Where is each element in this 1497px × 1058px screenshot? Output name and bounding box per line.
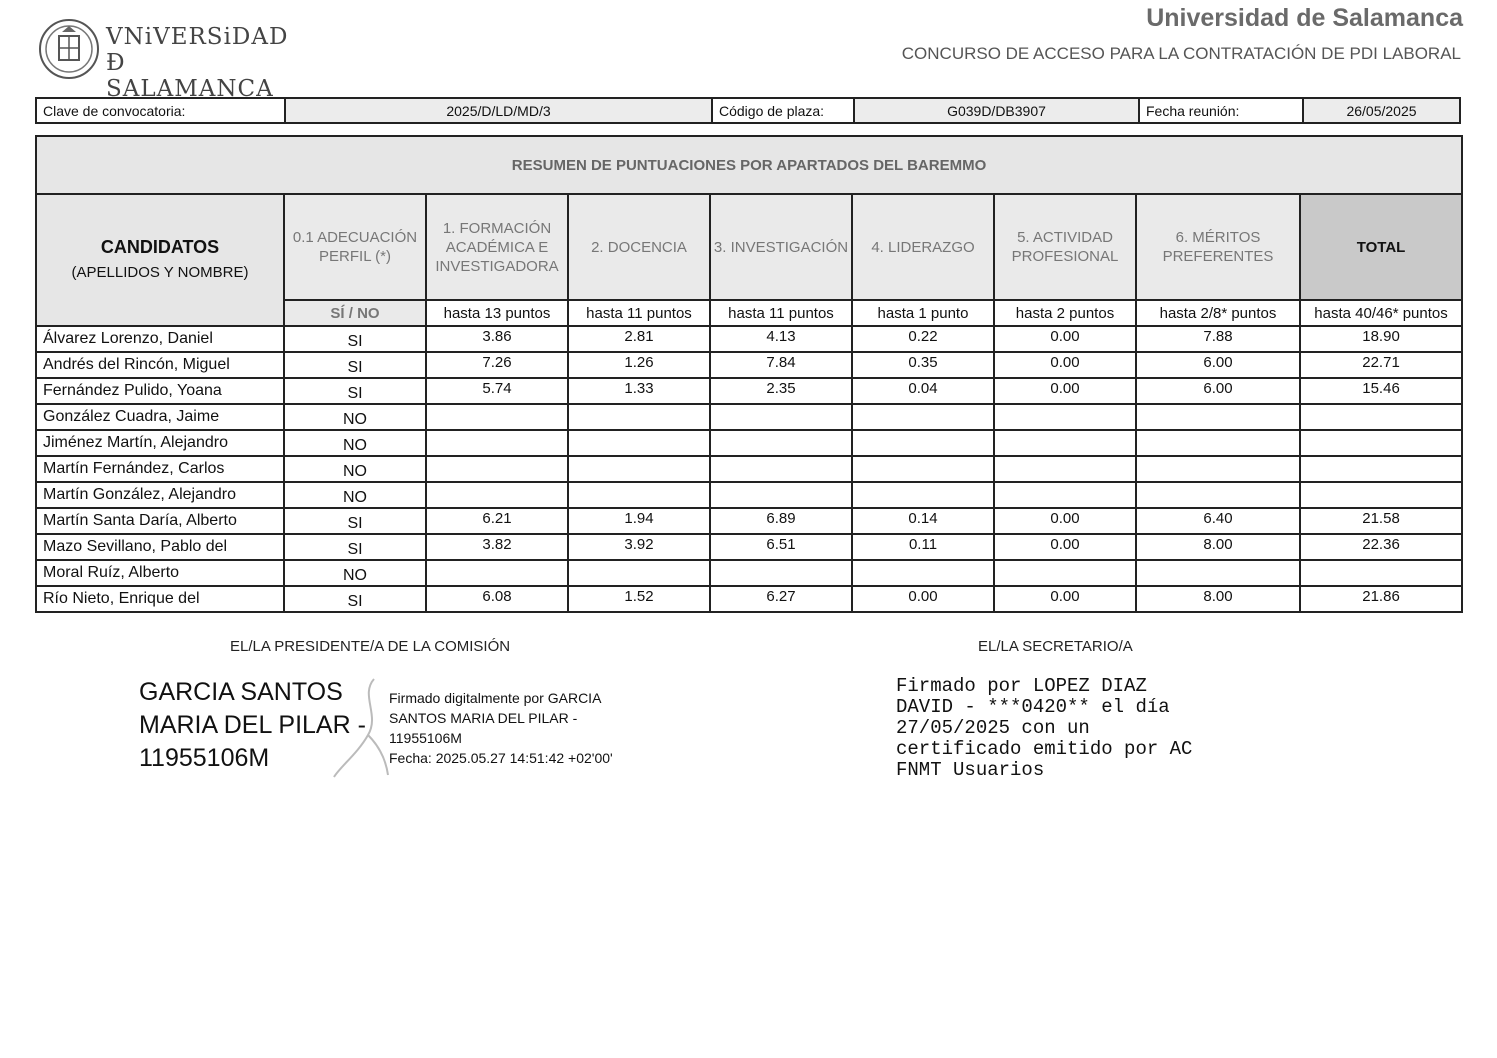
candidates-header-subtitle: (APELLIDOS Y NOMBRE) bbox=[71, 264, 249, 281]
eligibility-cell: NO bbox=[284, 430, 426, 456]
detail-line-2: SANTOS MARIA DEL PILAR - bbox=[389, 710, 578, 726]
score-cell: 6.51 bbox=[710, 534, 852, 560]
codigo-label: Código de plaza: bbox=[712, 98, 854, 123]
detail-line-1: Firmado digitalmente por GARCIA bbox=[389, 690, 602, 706]
total-score-cell: 15.46 bbox=[1300, 378, 1462, 404]
candidate-name: Martín Santa Daría, Alberto bbox=[36, 508, 284, 534]
column-subheader: hasta 2 puntos bbox=[994, 300, 1136, 326]
secretary-label: EL/LA SECRETARIO/A bbox=[978, 638, 1133, 655]
column-header: 4. LIDERAZGO bbox=[852, 194, 994, 300]
score-cell: 1.52 bbox=[568, 586, 710, 612]
president-name-line-2: MARIA DEL PILAR - bbox=[139, 711, 366, 739]
eligibility-cell: SI bbox=[284, 352, 426, 378]
candidate-name: González Cuadra, Jaime bbox=[36, 404, 284, 430]
score-cell bbox=[852, 430, 994, 456]
score-cell bbox=[852, 482, 994, 508]
eligibility-cell: SI bbox=[284, 508, 426, 534]
score-cell: 0.00 bbox=[994, 508, 1136, 534]
column-subheader: hasta 2/8* puntos bbox=[1136, 300, 1300, 326]
table-row bbox=[36, 404, 1462, 430]
column-subheader: hasta 1 punto bbox=[852, 300, 994, 326]
clave-label: Clave de convocatoria: bbox=[36, 98, 285, 123]
eligibility-cell: NO bbox=[284, 482, 426, 508]
score-cell bbox=[1136, 430, 1300, 456]
total-score-cell bbox=[1300, 456, 1462, 482]
score-cell: 6.08 bbox=[426, 586, 568, 612]
detail-line-4: Fecha: 2025.05.27 14:51:42 +02'00' bbox=[389, 750, 613, 766]
eligibility-cell: NO bbox=[284, 560, 426, 586]
column-subheader: hasta 13 puntos bbox=[426, 300, 568, 326]
clave-value: 2025/D/LD/MD/3 bbox=[285, 98, 712, 123]
score-cell bbox=[568, 482, 710, 508]
score-cell: 3.86 bbox=[426, 326, 568, 352]
score-cell bbox=[426, 404, 568, 430]
score-cell: 6.40 bbox=[1136, 508, 1300, 534]
score-cell bbox=[710, 560, 852, 586]
eligibility-cell: SI bbox=[284, 534, 426, 560]
table-row bbox=[36, 586, 1462, 612]
score-cell: 2.81 bbox=[568, 326, 710, 352]
document-subtitle: CONCURSO DE ACCESO PARA LA CONTRATACIÓN DE PDI LABORAL bbox=[901, 44, 1461, 63]
candidates-header bbox=[36, 194, 284, 326]
score-cell bbox=[1136, 482, 1300, 508]
score-cell bbox=[568, 560, 710, 586]
score-cell bbox=[994, 482, 1136, 508]
detail-line-3: 11955106M bbox=[389, 730, 462, 746]
column-header: 1. FORMACIÓN ACADÉMICA E INVESTIGADORA bbox=[426, 194, 568, 300]
score-cell bbox=[426, 482, 568, 508]
table-row bbox=[36, 326, 1462, 352]
score-cell: 6.21 bbox=[426, 508, 568, 534]
score-cell: 0.00 bbox=[994, 326, 1136, 352]
score-cell: 5.74 bbox=[426, 378, 568, 404]
candidate-name: Martín Fernández, Carlos bbox=[36, 456, 284, 482]
president-name-line-1: GARCIA SANTOS bbox=[139, 678, 343, 706]
university-seal-icon bbox=[38, 18, 100, 80]
score-cell: 0.00 bbox=[994, 586, 1136, 612]
scores-table bbox=[35, 135, 1463, 613]
score-cell: 7.26 bbox=[426, 352, 568, 378]
secretary-signature-text: Firmado por LOPEZ DIAZ DAVID - ***0420** el día 27/05/2025 con un certificado emitido por AC FNMT Usuarios bbox=[896, 675, 1193, 781]
table-row bbox=[36, 482, 1462, 508]
score-cell bbox=[994, 404, 1136, 430]
column-header: 0.1 ADECUACIÓN PERFIL (*) bbox=[284, 194, 426, 300]
total-score-cell: 21.86 bbox=[1300, 586, 1462, 612]
fecha-label: Fecha reunión: bbox=[1139, 98, 1303, 123]
table-row bbox=[36, 534, 1462, 560]
university-logo bbox=[38, 18, 289, 102]
total-score-cell: 22.71 bbox=[1300, 352, 1462, 378]
total-score-cell: 21.58 bbox=[1300, 508, 1462, 534]
signature-stroke-icon bbox=[330, 675, 390, 780]
score-cell: 1.26 bbox=[568, 352, 710, 378]
score-cell bbox=[1136, 456, 1300, 482]
score-cell: 0.14 bbox=[852, 508, 994, 534]
column-subheader: SÍ / NO bbox=[284, 300, 426, 326]
score-cell bbox=[852, 404, 994, 430]
president-label: EL/LA PRESIDENTE/A DE LA COMISIÓN bbox=[230, 638, 511, 655]
total-score-cell bbox=[1300, 430, 1462, 456]
total-score-cell bbox=[1300, 560, 1462, 586]
score-cell: 6.00 bbox=[1136, 378, 1300, 404]
logo-line-2: Đ SALAMANCA bbox=[106, 50, 274, 102]
candidates-header-title: CANDIDATOS bbox=[100, 237, 220, 257]
score-cell: 2.35 bbox=[710, 378, 852, 404]
score-cell: 4.13 bbox=[710, 326, 852, 352]
codigo-value: G039D/DB3907 bbox=[854, 98, 1139, 123]
score-cell bbox=[852, 560, 994, 586]
table-row bbox=[36, 508, 1462, 534]
score-cell bbox=[994, 430, 1136, 456]
score-cell bbox=[852, 456, 994, 482]
score-cell: 3.82 bbox=[426, 534, 568, 560]
score-cell: 1.33 bbox=[568, 378, 710, 404]
university-title: Universidad de Salamanca bbox=[1146, 4, 1463, 32]
score-cell: 7.84 bbox=[710, 352, 852, 378]
column-header: 2. DOCENCIA bbox=[568, 194, 710, 300]
convocatoria-info bbox=[35, 97, 1461, 124]
score-cell bbox=[994, 456, 1136, 482]
score-cell bbox=[1136, 404, 1300, 430]
score-cell bbox=[710, 430, 852, 456]
score-cell: 8.00 bbox=[1136, 586, 1300, 612]
table-row bbox=[36, 456, 1462, 482]
eligibility-cell: SI bbox=[284, 378, 426, 404]
logo-line-1: VNiVERSiDAD bbox=[106, 24, 289, 50]
column-header: 6. MÉRITOS PREFERENTES bbox=[1136, 194, 1300, 300]
candidate-name: Fernández Pulido, Yoana bbox=[36, 378, 284, 404]
score-cell: 0.11 bbox=[852, 534, 994, 560]
score-cell: 0.22 bbox=[852, 326, 994, 352]
column-subheader: hasta 11 puntos bbox=[710, 300, 852, 326]
logo-wordmark bbox=[106, 24, 288, 102]
candidate-name: Moral Ruíz, Alberto bbox=[36, 560, 284, 586]
score-cell bbox=[426, 560, 568, 586]
score-cell: 0.00 bbox=[994, 534, 1136, 560]
score-cell bbox=[710, 456, 852, 482]
score-cell: 8.00 bbox=[1136, 534, 1300, 560]
column-header: TOTAL bbox=[1300, 194, 1462, 300]
score-cell: 6.89 bbox=[710, 508, 852, 534]
president-name-line-3: 11955106M bbox=[139, 744, 270, 772]
eligibility-cell: SI bbox=[284, 586, 426, 612]
score-cell: 3.92 bbox=[568, 534, 710, 560]
candidate-name: Andrés del Rincón, Miguel bbox=[36, 352, 284, 378]
candidate-name: Río Nieto, Enrique del bbox=[36, 586, 284, 612]
eligibility-cell: SI bbox=[284, 326, 426, 352]
score-cell: 0.00 bbox=[852, 586, 994, 612]
eligibility-cell: NO bbox=[284, 456, 426, 482]
score-cell bbox=[710, 482, 852, 508]
column-subheader: hasta 40/46* puntos bbox=[1300, 300, 1462, 326]
candidate-name: Álvarez Lorenzo, Daniel bbox=[36, 326, 284, 352]
score-cell: 7.88 bbox=[1136, 326, 1300, 352]
score-cell bbox=[426, 456, 568, 482]
score-cell bbox=[710, 404, 852, 430]
table-row bbox=[36, 352, 1462, 378]
score-cell bbox=[568, 430, 710, 456]
table-title: RESUMEN DE PUNTUACIONES POR APARTADOS DEL BAREMMO bbox=[36, 136, 1462, 194]
column-subheader: hasta 11 puntos bbox=[568, 300, 710, 326]
score-cell bbox=[426, 430, 568, 456]
table-row bbox=[36, 560, 1462, 586]
score-cell: 0.35 bbox=[852, 352, 994, 378]
score-cell bbox=[568, 404, 710, 430]
eligibility-cell: NO bbox=[284, 404, 426, 430]
table-row bbox=[36, 378, 1462, 404]
score-cell bbox=[568, 456, 710, 482]
score-cell: 1.94 bbox=[568, 508, 710, 534]
column-header: 3. INVESTIGACIÓN bbox=[710, 194, 852, 300]
table-row bbox=[36, 430, 1462, 456]
fecha-value: 26/05/2025 bbox=[1303, 98, 1460, 123]
total-score-cell: 22.36 bbox=[1300, 534, 1462, 560]
candidate-name: Mazo Sevillano, Pablo del bbox=[36, 534, 284, 560]
score-cell bbox=[994, 560, 1136, 586]
score-cell: 0.04 bbox=[852, 378, 994, 404]
score-cell: 6.27 bbox=[710, 586, 852, 612]
total-score-cell: 18.90 bbox=[1300, 326, 1462, 352]
total-score-cell bbox=[1300, 404, 1462, 430]
president-signature-detail bbox=[389, 688, 613, 768]
total-score-cell bbox=[1300, 482, 1462, 508]
column-header: 5. ACTIVIDAD PROFESIONAL bbox=[994, 194, 1136, 300]
score-cell: 6.00 bbox=[1136, 352, 1300, 378]
score-cell bbox=[1136, 560, 1300, 586]
candidate-name: Martín González, Alejandro bbox=[36, 482, 284, 508]
score-cell: 0.00 bbox=[994, 352, 1136, 378]
score-cell: 0.00 bbox=[994, 378, 1136, 404]
candidate-name: Jiménez Martín, Alejandro bbox=[36, 430, 284, 456]
